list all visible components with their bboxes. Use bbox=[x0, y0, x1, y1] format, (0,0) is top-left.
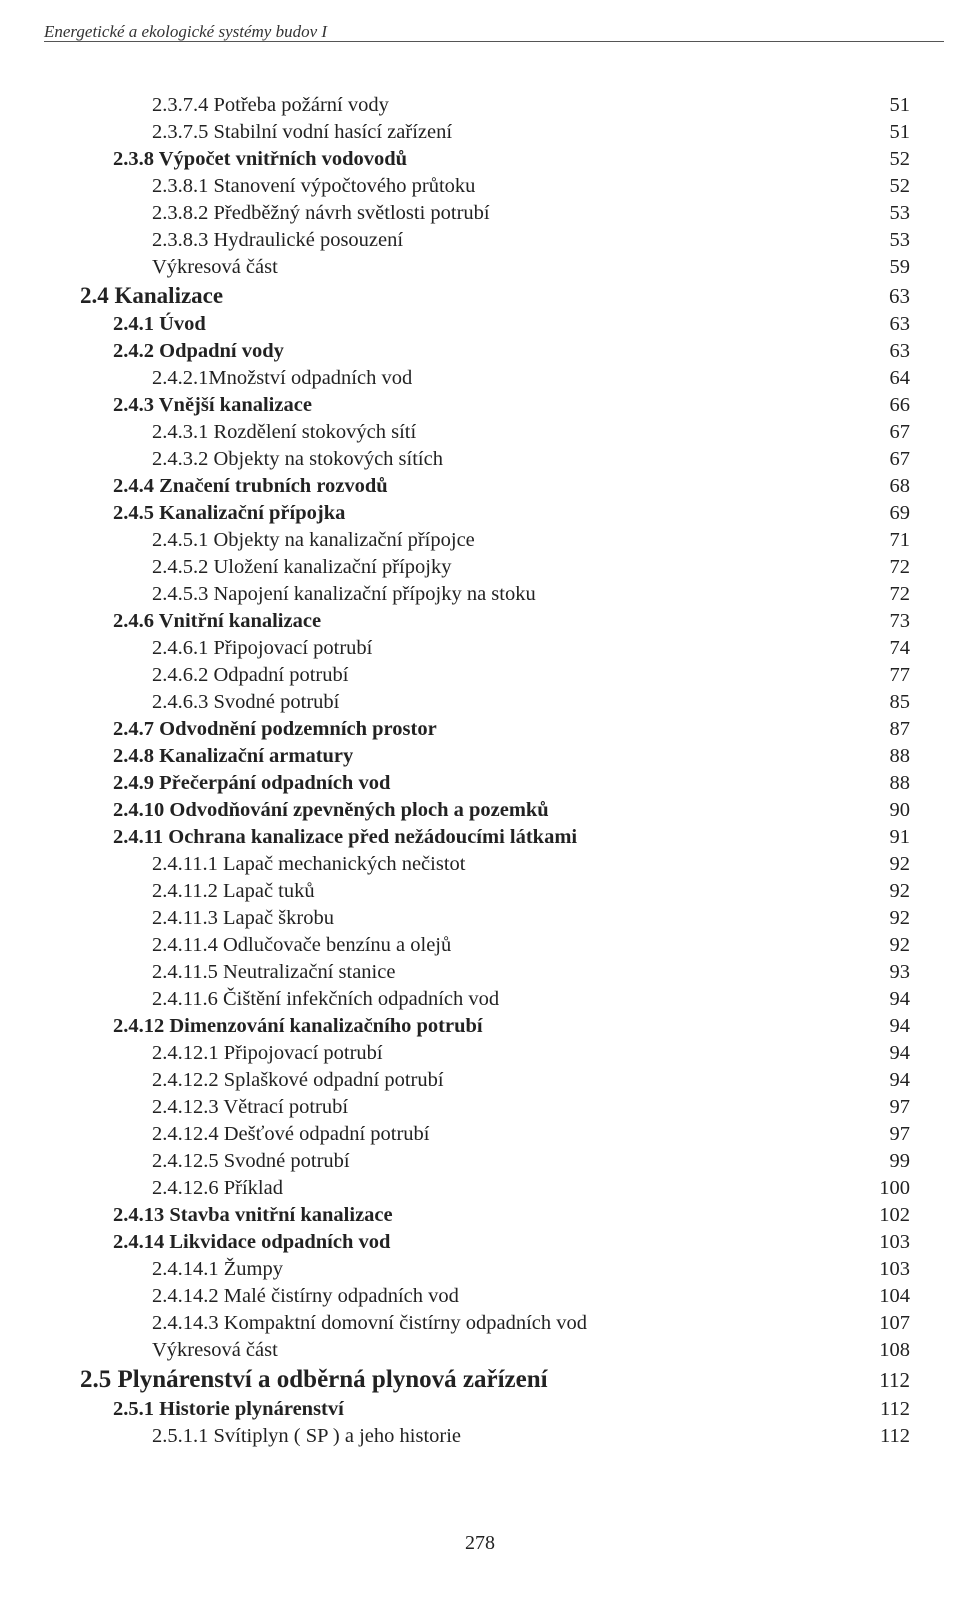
running-header-title: Energetické a ekologické systémy budov I bbox=[44, 22, 328, 41]
toc-entry-page: 100 bbox=[879, 1177, 910, 1199]
toc-entry-title: 2.4.3 Vnější kanalizace bbox=[113, 394, 312, 416]
toc-entry bbox=[0, 986, 960, 1012]
toc-entry bbox=[0, 1094, 960, 1120]
toc-entry bbox=[0, 119, 960, 145]
toc-entry bbox=[0, 1067, 960, 1093]
toc-entry bbox=[0, 1148, 960, 1174]
toc-entry-page: 97 bbox=[889, 1123, 910, 1145]
toc-entry-page: 67 bbox=[889, 421, 910, 443]
toc-entry-title: 2.4.14.2 Malé čistírny odpadních vod bbox=[152, 1285, 459, 1307]
toc-entry bbox=[0, 254, 960, 280]
toc-entry-title: 2.4.11.4 Odlučovače benzínu a olejů bbox=[152, 934, 452, 956]
toc-entry-page: 92 bbox=[889, 934, 910, 956]
toc-entry-page: 103 bbox=[879, 1231, 910, 1253]
toc-entry-page: 63 bbox=[889, 340, 910, 362]
toc-entry bbox=[0, 311, 960, 337]
toc-entry-page: 94 bbox=[889, 1042, 910, 1064]
toc-entry bbox=[0, 797, 960, 823]
toc-entry-page: 92 bbox=[889, 907, 910, 929]
toc-entry-page: 52 bbox=[889, 148, 910, 170]
toc-entry-title: Výkresová část bbox=[152, 1339, 278, 1361]
toc-entry bbox=[0, 419, 960, 445]
toc-entry-page: 66 bbox=[889, 394, 910, 416]
toc-entry-title: 2.4.13 Stavba vnitřní kanalizace bbox=[113, 1204, 393, 1226]
toc-entry-page: 94 bbox=[889, 988, 910, 1010]
toc-entry-page: 94 bbox=[889, 1069, 910, 1091]
toc-entry bbox=[0, 446, 960, 472]
toc-entry-title: 2.4.12 Dimenzování kanalizačního potrubí bbox=[113, 1015, 483, 1037]
toc-entry bbox=[0, 581, 960, 607]
toc-entry-title: 2.4.12.2 Splaškové odpadní potrubí bbox=[152, 1069, 444, 1091]
toc-entry-title: 2.4.11 Ochrana kanalizace před nežádoucími látkami bbox=[113, 826, 578, 848]
toc-entry bbox=[0, 1310, 960, 1336]
toc-entry-title: 2.3.8 Výpočet vnitřních vodovodů bbox=[113, 148, 408, 170]
toc-entry bbox=[0, 689, 960, 715]
toc-entry-title: 2.4 Kanalizace bbox=[80, 283, 224, 308]
toc-entry-page: 69 bbox=[889, 502, 910, 524]
toc-entry bbox=[0, 338, 960, 364]
toc-entry-page: 73 bbox=[889, 610, 910, 632]
toc-entry-page: 99 bbox=[889, 1150, 910, 1172]
toc-entry-page: 64 bbox=[889, 367, 910, 389]
toc-entry-page: 59 bbox=[889, 256, 910, 278]
toc-entry bbox=[0, 200, 960, 226]
toc-entry-title: 2.4.12.6 Příklad bbox=[152, 1177, 283, 1199]
toc-entry-page: 93 bbox=[889, 961, 910, 983]
toc-entry-page: 51 bbox=[889, 121, 910, 143]
toc-entry-title: 2.4.6 Vnitřní kanalizace bbox=[113, 610, 322, 632]
toc-entry-page: 107 bbox=[879, 1312, 910, 1334]
toc-entry bbox=[0, 1013, 960, 1039]
toc-entry-page: 94 bbox=[889, 1015, 910, 1037]
toc-entry-title: Výkresová část bbox=[152, 256, 278, 278]
toc-entry-page: 68 bbox=[889, 475, 910, 497]
header-rule bbox=[44, 41, 944, 42]
toc-entry bbox=[0, 92, 960, 118]
toc-entry-page: 52 bbox=[889, 175, 910, 197]
toc-entry-title: 2.4.3.2 Objekty na stokových sítích bbox=[152, 448, 443, 470]
toc-entry-title: 2.4.6.1 Připojovací potrubí bbox=[152, 637, 373, 659]
toc-entry bbox=[0, 1121, 960, 1147]
toc-entry-page: 112 bbox=[880, 1398, 910, 1420]
toc-entry-title: 2.4.3.1 Rozdělení stokových sítí bbox=[152, 421, 417, 443]
toc-entry-page: 72 bbox=[889, 583, 910, 605]
toc-entry bbox=[0, 851, 960, 877]
toc-entry-page: 88 bbox=[889, 772, 910, 794]
toc-entry-title: 2.5.1 Historie plynárenství bbox=[113, 1398, 344, 1420]
running-header bbox=[44, 22, 944, 42]
toc-entry bbox=[0, 1229, 960, 1255]
toc-entry-page: 108 bbox=[879, 1339, 910, 1361]
toc-entry-page: 97 bbox=[889, 1096, 910, 1118]
toc-entry bbox=[0, 716, 960, 742]
page-number: 278 bbox=[465, 1532, 495, 1554]
toc-entry bbox=[0, 1367, 960, 1393]
toc-entry bbox=[0, 473, 960, 499]
toc-entry-title: 2.4.10 Odvodňování zpevněných ploch a pozemků bbox=[113, 799, 549, 821]
toc-entry bbox=[0, 500, 960, 526]
toc-entry bbox=[0, 1202, 960, 1228]
toc-entry-title: 2.4.11.1 Lapač mechanických nečistot bbox=[152, 853, 466, 875]
toc-entry bbox=[0, 554, 960, 580]
toc-entry-page: 91 bbox=[889, 826, 910, 848]
toc-entry-page: 71 bbox=[889, 529, 910, 551]
toc-entry-page: 51 bbox=[889, 94, 910, 116]
toc-entry bbox=[0, 146, 960, 172]
toc-entry-title: 2.4.14.1 Žumpy bbox=[152, 1258, 283, 1280]
toc-entry bbox=[0, 932, 960, 958]
toc-entry-title: 2.4.14 Likvidace odpadních vod bbox=[113, 1231, 391, 1253]
toc-entry bbox=[0, 527, 960, 553]
toc-entry-title: 2.4.11.3 Lapač škrobu bbox=[152, 907, 334, 929]
toc-entry-title: 2.4.12.3 Větrací potrubí bbox=[152, 1096, 349, 1118]
toc-entry bbox=[0, 770, 960, 796]
toc-entry-title: 2.4.2 Odpadní vody bbox=[113, 340, 284, 362]
toc-entry-title: 2.3.7.4 Potřeba požární vody bbox=[152, 94, 389, 116]
toc-entry bbox=[0, 1040, 960, 1066]
toc-entry bbox=[0, 905, 960, 931]
toc-entry bbox=[0, 365, 960, 391]
toc-entry-title: 2.4.4 Značení trubních rozvodů bbox=[113, 475, 388, 497]
toc-entry-title: 2.4.11.5 Neutralizační stanice bbox=[152, 961, 396, 983]
toc-entry-title: 2.4.1 Úvod bbox=[113, 313, 206, 335]
toc-entry-page: 102 bbox=[879, 1204, 910, 1226]
toc-entry bbox=[0, 392, 960, 418]
toc-entry-page: 112 bbox=[879, 1368, 910, 1392]
toc-entry-page: 104 bbox=[879, 1285, 910, 1307]
toc-entry-title: 2.4.8 Kanalizační armatury bbox=[113, 745, 354, 767]
toc-entry bbox=[0, 1283, 960, 1309]
toc-entry-title: 2.4.12.4 Dešťové odpadní potrubí bbox=[152, 1123, 430, 1145]
toc-entry-title: 2.5.1.1 Svítiplyn ( SP ) a jeho historie bbox=[152, 1425, 462, 1447]
toc-entry-title: 2.4.7 Odvodnění podzemních prostor bbox=[113, 718, 437, 740]
toc-entry-title: 2.4.11.6 Čištění infekčních odpadních vod bbox=[152, 988, 500, 1010]
toc-entry bbox=[0, 283, 960, 309]
toc-entry-title: 2.3.8.2 Předběžný návrh světlosti potrubí bbox=[152, 202, 490, 224]
toc-entry-page: 72 bbox=[889, 556, 910, 578]
toc-entry-title: 2.4.9 Přečerpání odpadních vod bbox=[113, 772, 391, 794]
toc-entry bbox=[0, 635, 960, 661]
toc-entry-title: 2.4.12.5 Svodné potrubí bbox=[152, 1150, 350, 1172]
toc-entry-page: 90 bbox=[889, 799, 910, 821]
toc-entry-title: 2.4.11.2 Lapač tuků bbox=[152, 880, 315, 902]
toc-entry-title: 2.4.12.1 Připojovací potrubí bbox=[152, 1042, 383, 1064]
toc-entry bbox=[0, 662, 960, 688]
toc-entry bbox=[0, 959, 960, 985]
toc-entry-title: 2.4.6.2 Odpadní potrubí bbox=[152, 664, 349, 686]
toc-entry-page: 92 bbox=[889, 853, 910, 875]
toc-entry-title: 2.5 Plynárenství a odběrná plynová zařízení bbox=[80, 1366, 548, 1393]
toc-entry-title: 2.3.8.1 Stanovení výpočtového průtoku bbox=[152, 175, 476, 197]
toc-entry bbox=[0, 1396, 960, 1422]
toc-entry-page: 63 bbox=[889, 313, 910, 335]
toc-entry-page: 74 bbox=[889, 637, 910, 659]
toc-entry-page: 92 bbox=[889, 880, 910, 902]
toc-entry bbox=[0, 824, 960, 850]
toc-entry-title: 2.4.6.3 Svodné potrubí bbox=[152, 691, 340, 713]
toc-entry bbox=[0, 743, 960, 769]
toc-entry-page: 87 bbox=[889, 718, 910, 740]
toc-entry bbox=[0, 878, 960, 904]
toc-entry-title: 2.3.7.5 Stabilní vodní hasící zařízení bbox=[152, 121, 453, 143]
toc-entry-title: 2.4.5.2 Uložení kanalizační přípojky bbox=[152, 556, 452, 578]
toc-entry bbox=[0, 608, 960, 634]
toc-entry-title: 2.4.5 Kanalizační přípojka bbox=[113, 502, 346, 524]
toc-entry-page: 67 bbox=[889, 448, 910, 470]
toc-entry-title: 2.3.8.3 Hydraulické posouzení bbox=[152, 229, 404, 251]
toc-entry bbox=[0, 1256, 960, 1282]
toc-entry-page: 103 bbox=[879, 1258, 910, 1280]
toc-entry-page: 112 bbox=[880, 1425, 910, 1447]
toc-entry bbox=[0, 1337, 960, 1363]
toc-entry-title: 2.4.2.1Množství odpadních vod bbox=[152, 367, 413, 389]
toc-entry-page: 85 bbox=[889, 691, 910, 713]
toc-entry-page: 88 bbox=[889, 745, 910, 767]
toc-entry-page: 63 bbox=[889, 284, 910, 308]
toc-entry-title: 2.4.5.3 Napojení kanalizační přípojky na stoku bbox=[152, 583, 536, 605]
toc-entry-page: 53 bbox=[889, 202, 910, 224]
toc-entry-page: 77 bbox=[889, 664, 910, 686]
toc-entry bbox=[0, 1423, 960, 1449]
toc-entry-title: 2.4.5.1 Objekty na kanalizační přípojce bbox=[152, 529, 475, 551]
toc-entry bbox=[0, 173, 960, 199]
toc-entry bbox=[0, 227, 960, 253]
toc-entry-title: 2.4.14.3 Kompaktní domovní čistírny odpadních vod bbox=[152, 1312, 588, 1334]
toc-entry-page: 53 bbox=[889, 229, 910, 251]
toc-entry bbox=[0, 1175, 960, 1201]
